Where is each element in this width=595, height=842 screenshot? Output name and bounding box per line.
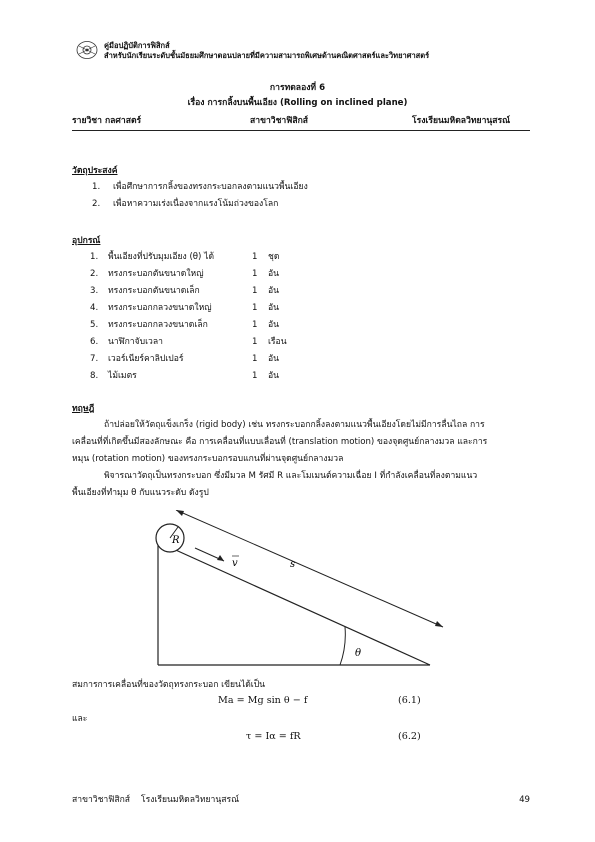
equipment-unit: อัน xyxy=(268,286,280,296)
equipment-qty: 1 xyxy=(252,320,258,330)
equipment-unit: อัน xyxy=(268,320,280,330)
label-R: R xyxy=(172,535,180,546)
distance-arrowhead-start xyxy=(176,510,184,516)
objective-num: 1. xyxy=(92,182,101,192)
equipment-unit: ชุด xyxy=(268,252,280,262)
equipment-num: 2. xyxy=(90,269,99,279)
equation-6-2-number: (6.2) xyxy=(398,731,421,742)
equation-intro: สมการการเคลื่อนที่ของวัตถุทรงกระบอก เขียนได้เป็น xyxy=(72,680,266,690)
equipment-unit: อัน xyxy=(268,303,280,313)
header-line1: คู่มือปฏิบัติการฟิสิกส์ xyxy=(104,41,170,50)
equipment-name: ทรงกระบอกกลวงขนาดใหญ่ xyxy=(108,303,212,313)
objectives-heading: วัตถุประสงค์ xyxy=(72,166,118,176)
equipment-name: ทรงกระบอกตันขนาดใหญ่ xyxy=(108,269,204,279)
equation-6-2: τ = Iα = fR xyxy=(246,731,301,742)
equipment-qty: 1 xyxy=(252,269,258,279)
equipment-item xyxy=(90,269,350,280)
page-number: 49 xyxy=(519,795,530,805)
equipment-num: 1. xyxy=(90,252,99,262)
equipment-num: 5. xyxy=(90,320,99,330)
equipment-unit: อัน xyxy=(268,354,280,364)
equation-6-1: Ma = Mg sin θ − f xyxy=(218,695,308,706)
objective-text: เพื่อหาความเร่งเนื่องจากแรงโน้มถ่วงของโลก xyxy=(112,199,279,209)
footer-text: สาขาวิชาฟิสิกส์ โรงเรียนมหิดลวิทยานุสรณ์ xyxy=(72,795,240,805)
theory-paragraph-line: เคลื่อนที่ที่เกิดขึ้นมีสองลักษณะ คือ การเคลื่อนที่แบบเลื่อนที่ (translation motion) ของจุดศูนย์กลางมวล และการ xyxy=(72,437,488,447)
theory-paragraph-line: หมุน (rotation motion) ของทรงกระบอกรอบแกนที่ผ่านจุดศูนย์กลางมวล xyxy=(72,454,344,464)
equipment-item xyxy=(90,371,350,382)
equipment-name: ทรงกระบอกตันขนาดเล็ก xyxy=(108,286,200,296)
objective-text: เพื่อศึกษาการกลิ้งของทรงกระบอกลงตามแนวพื้นเอียง xyxy=(112,182,308,192)
equipment-item xyxy=(90,320,350,331)
equipment-name: เวอร์เนียร์คาลิปเปอร์ xyxy=(108,354,184,364)
department-name: สาขาวิชาฟิสิกส์ xyxy=(250,116,309,126)
equipment-num: 7. xyxy=(90,354,99,364)
equation-conjunction: และ xyxy=(72,714,88,724)
incline-figure xyxy=(140,510,460,670)
equipment-name: พื้นเอียงที่ปรับมุมเอียง (θ) ได้ xyxy=(108,252,215,262)
angle-arc xyxy=(340,627,345,665)
equipment-num: 3. xyxy=(90,286,99,296)
theory-paragraph-line: พื้นเอียงที่ทำมุม θ กับแนวระดับ ดังรูป xyxy=(72,488,209,498)
label-theta: θ xyxy=(355,648,362,659)
equation-6-1-number: (6.1) xyxy=(398,695,421,706)
equipment-heading: อุปกรณ์ xyxy=(72,236,101,246)
theory-paragraph-line: พิจารณาวัตถุเป็นทรงกระบอก ซึ่งมีมวล M รัศมี R และโมเมนต์ความเฉื่อย I ที่กำลังเคลื่อนที่ลงตามแนว xyxy=(104,471,478,481)
experiment-number: การทดลองที่ 6 xyxy=(269,83,326,93)
equipment-unit: อัน xyxy=(268,371,280,381)
equipment-qty: 1 xyxy=(252,303,258,313)
equipment-name: ไม้เมตร xyxy=(108,371,137,381)
course-name: รายวิชา กลศาสตร์ xyxy=(72,116,142,126)
equipment-num: 8. xyxy=(90,371,99,381)
label-s: s xyxy=(290,559,296,570)
equipment-item xyxy=(90,337,350,348)
header-divider xyxy=(72,130,530,131)
equipment-item xyxy=(90,252,350,263)
equipment-item xyxy=(90,354,350,365)
equipment-unit: อัน xyxy=(268,269,280,279)
equipment-num: 4. xyxy=(90,303,99,313)
experiment-topic: เรื่อง การกลิ้งบนพื้นเอียง (Rolling on inclined plane) xyxy=(187,98,408,108)
equipment-item xyxy=(90,303,350,314)
equipment-name: นาฬิกาจับเวลา xyxy=(108,337,163,347)
equipment-item xyxy=(90,286,350,297)
equipment-num: 6. xyxy=(90,337,99,347)
theory-paragraph-line: ถ้าปล่อยให้วัตถุแข็งเกร็ง (rigid body) เช่น ทรงกระบอกกลิ้งลงตามแนวพื้นเอียงโดยไม่มีการลื่นไถล การ xyxy=(104,420,485,430)
distance-arrowhead-end xyxy=(435,621,443,627)
equipment-qty: 1 xyxy=(252,337,258,347)
school-name: โรงเรียนมหิดลวิทยานุสรณ์ xyxy=(412,116,511,126)
equipment-qty: 1 xyxy=(252,371,258,381)
school-logo xyxy=(76,40,98,60)
objective-item xyxy=(92,199,278,210)
objective-item xyxy=(92,182,308,193)
theory-heading: ทฤษฎี xyxy=(72,404,95,414)
header-line2: สำหรับนักเรียนระดับชั้นมัธยมศึกษาตอนปลายที่มีความสามารถพิเศษด้านคณิตศาสตร์และวิทยาศาสตร์ xyxy=(104,51,430,60)
equipment-qty: 1 xyxy=(252,286,258,296)
equipment-unit: เรือน xyxy=(268,337,287,347)
label-v: v xyxy=(232,558,238,569)
equipment-name: ทรงกระบอกกลวงขนาดเล็ก xyxy=(108,320,208,330)
equipment-qty: 1 xyxy=(252,252,258,262)
equipment-qty: 1 xyxy=(252,354,258,364)
objective-num: 2. xyxy=(92,199,101,209)
